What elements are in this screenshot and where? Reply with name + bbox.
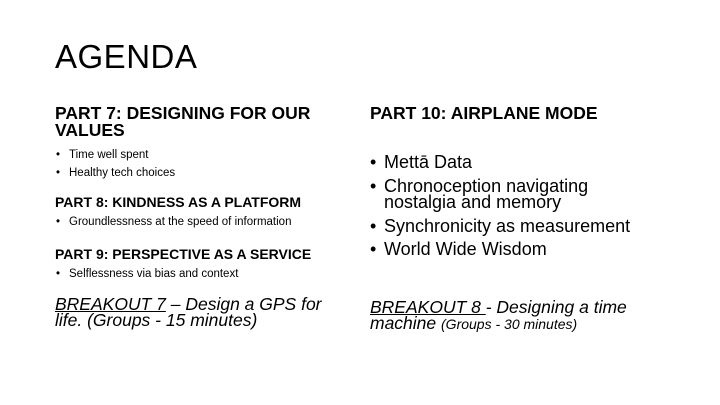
list-item: • Selflessness via bias and context [55,266,355,282]
breakout-8-text: - Designing a time machine [370,296,627,333]
breakout-8 [370,296,670,333]
part7-list [55,147,355,181]
list-item: • Chronoception navigating nostalgia and memory [370,178,645,211]
breakout-8-note: (Groups - 30 minutes) [441,315,578,332]
breakout-7 [55,296,350,328]
part9-list [55,266,355,282]
part8-list [55,214,355,230]
part9-heading: PART 9: PERSPECTIVE AS A SERVICE [55,246,312,262]
list-item: • Healthy tech choices [55,165,355,181]
part7-heading: PART 7: DESIGNING FOR OUR VALUES [55,103,311,140]
slide-title: AGENDA [55,38,198,75]
breakout-7-text: – Design a GPS for life. (Groups - 15 minutes) [55,294,322,330]
breakout-8-label: BREAKOUT 8 [370,296,486,317]
list-item: • Groundlessness at the speed of information [55,214,355,230]
list-item: • Time well spent [55,147,355,163]
left-column [55,105,355,328]
list-item: • Mettā Data [370,154,645,171]
part10-heading: PART 10: AIRPLANE MODE [370,103,598,123]
breakout-7-label: BREAKOUT 7 [55,294,166,314]
list-item: • World Wide Wisdom [370,241,645,258]
list-item: • Synchronicity as measurement [370,218,684,235]
right-column [370,105,690,332]
part8-heading: PART 8: KINDNESS AS A PLATFORM [55,194,302,210]
part10-list [370,154,645,258]
